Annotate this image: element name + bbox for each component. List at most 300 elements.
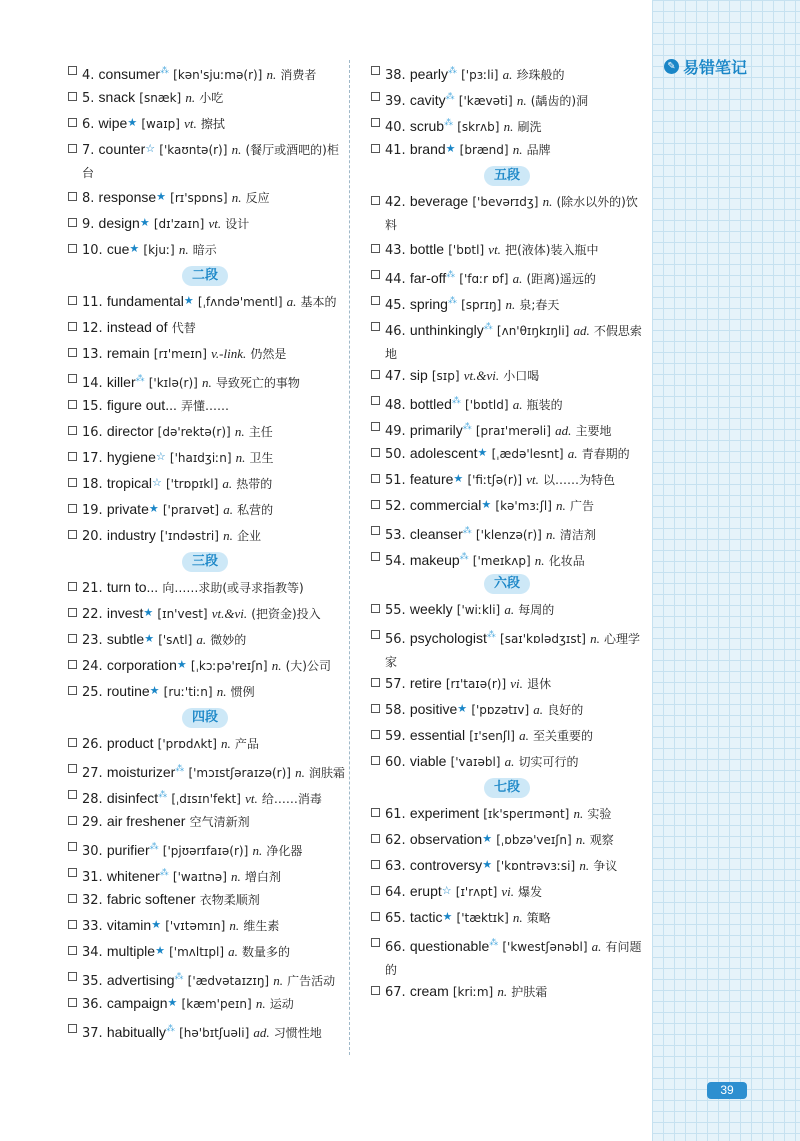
- part-of-speech: a.: [228, 944, 238, 959]
- phonetic: ['bevərɪdʒ]: [472, 195, 539, 209]
- meaning: 给……消毒: [261, 792, 322, 806]
- checkbox[interactable]: [371, 396, 380, 405]
- checkbox[interactable]: [68, 374, 77, 383]
- part-of-speech: vt.&vi.: [463, 368, 500, 383]
- star-icon: ★: [482, 858, 493, 871]
- entry-number: 32.: [82, 893, 103, 908]
- phonetic: [ˌædə'lesnt]: [491, 447, 564, 461]
- phonetic: ['wiːkli]: [456, 603, 501, 617]
- checkbox[interactable]: [68, 686, 77, 695]
- checkbox[interactable]: [68, 426, 77, 435]
- entry-number: 5.: [82, 91, 95, 106]
- entry-number: 55.: [385, 603, 406, 618]
- phonetic: ['ædvətaɪzɪŋ]: [187, 974, 270, 988]
- frequency-mark-icon: ⁂: [462, 422, 472, 432]
- meaning: 有问题的: [385, 940, 642, 977]
- vocab-entry: [371, 980, 643, 1006]
- star-icon: ★: [143, 606, 154, 619]
- phonetic: ['haɪdʒiːn]: [169, 451, 232, 465]
- checkbox[interactable]: [371, 448, 380, 457]
- section-header: [371, 572, 643, 598]
- entry-word: industry: [106, 527, 156, 543]
- entry-word: commercial: [409, 497, 482, 513]
- entry-number: 47.: [385, 369, 406, 384]
- vocab-entry: [68, 914, 342, 940]
- vocab-entry: [68, 112, 342, 138]
- checkbox[interactable]: [371, 986, 380, 995]
- meaning: 卫生: [249, 451, 274, 465]
- column-divider: [349, 60, 350, 1055]
- entry-word: director: [106, 423, 154, 439]
- vocab-entry: [68, 758, 345, 784]
- checkbox[interactable]: [68, 92, 77, 101]
- vocab-entry: [371, 416, 643, 442]
- part-of-speech: n.: [229, 918, 240, 933]
- phonetic: ['fiːtʃə(r)]: [467, 473, 523, 487]
- phonetic: [rɪ'spɒns]: [170, 191, 228, 205]
- entry-number: 65.: [385, 911, 406, 926]
- meaning: 企业: [236, 529, 261, 543]
- vocab-entry: [371, 854, 643, 880]
- checkbox[interactable]: [68, 998, 77, 1007]
- checkbox[interactable]: [68, 894, 77, 903]
- vocab-entry: [371, 802, 643, 828]
- meaning: 把(液体)装入瓶中: [505, 243, 599, 257]
- checkbox[interactable]: [371, 118, 380, 127]
- phonetic: [saɪ'kɒlədʒɪst]: [500, 632, 586, 646]
- phonetic: ['bɒtl]: [448, 243, 485, 257]
- frequency-mark-icon: ⁂: [160, 66, 170, 76]
- entry-number: 24.: [82, 659, 103, 674]
- part-of-speech: n.: [266, 67, 277, 82]
- phonetic: [ˌdɪsɪn'fekt]: [171, 792, 241, 806]
- vocab-entry: [68, 138, 342, 186]
- checkbox[interactable]: [371, 66, 380, 75]
- frequency-mark-icon: ⁂: [446, 270, 456, 280]
- part-of-speech: n.: [221, 736, 231, 751]
- frequency-mark-icon: ⁂: [175, 764, 185, 774]
- vocab-column-left: [68, 60, 345, 1044]
- checkbox[interactable]: [371, 860, 380, 869]
- entry-number: 45.: [385, 298, 406, 313]
- checkbox[interactable]: [371, 886, 380, 895]
- vocab-column-right: [371, 60, 643, 1006]
- meaning: 泉;春天: [519, 298, 560, 312]
- checkbox[interactable]: [68, 244, 77, 253]
- entry-number: 63.: [385, 859, 406, 874]
- meaning: (距离)遥远的: [526, 272, 596, 286]
- phonetic: [rɪ'meɪn]: [153, 347, 207, 361]
- star-icon: ☆: [151, 476, 162, 489]
- star-icon: ★: [453, 472, 464, 485]
- star-icon: ★: [129, 242, 140, 255]
- frequency-mark-icon: ⁂: [135, 374, 145, 384]
- entry-word: erupt: [409, 883, 442, 899]
- entry-number: 8.: [82, 191, 95, 206]
- vocab-entry: [371, 906, 643, 932]
- checkbox[interactable]: [371, 938, 380, 947]
- entry-number: 61.: [385, 807, 406, 822]
- phonetic: ['vaɪəbl]: [450, 755, 501, 769]
- meaning: 小吃: [199, 91, 224, 105]
- checkbox[interactable]: [371, 500, 380, 509]
- entry-word: spring: [409, 296, 448, 312]
- checkbox[interactable]: [68, 192, 77, 201]
- part-of-speech: a.: [286, 294, 297, 309]
- part-of-speech: a.: [512, 397, 523, 412]
- frequency-mark-icon: ⁂: [174, 972, 184, 982]
- entry-word: controversy: [409, 857, 483, 873]
- section-label: 三段: [182, 552, 228, 572]
- entry-word: weekly: [409, 601, 453, 617]
- star-icon: ☆: [441, 884, 452, 897]
- meaning: 暗示: [192, 243, 217, 257]
- checkbox[interactable]: [371, 370, 380, 379]
- vocab-entry: [68, 1018, 342, 1044]
- vocab-entry: [371, 520, 643, 546]
- part-of-speech: v.-link.: [211, 346, 247, 361]
- meaning: 主任: [248, 425, 273, 439]
- entry-word: feature: [409, 471, 454, 487]
- entry-word: observation: [409, 831, 483, 847]
- part-of-speech: n.: [534, 553, 545, 568]
- star-icon: ★: [156, 190, 167, 203]
- grid-sidebar: [652, 0, 800, 1141]
- vocab-entry: [68, 732, 342, 758]
- vocab-entry: [371, 60, 643, 86]
- entry-word: whitener: [106, 868, 160, 884]
- entry-number: 43.: [385, 243, 406, 258]
- phonetic: ['pɒzətɪv]: [471, 703, 530, 717]
- checkbox[interactable]: [68, 322, 77, 331]
- checkbox[interactable]: [371, 704, 380, 713]
- phonetic: [ɪ'senʃl]: [469, 729, 515, 743]
- vocab-entry: [371, 264, 643, 290]
- vocab-entry: [371, 390, 643, 416]
- entry-number: 46.: [385, 324, 406, 339]
- star-icon: ☆: [155, 450, 166, 463]
- meaning: 小口喝: [503, 369, 540, 383]
- phonetic: ['klenzə(r)]: [475, 528, 542, 542]
- checkbox[interactable]: [371, 808, 380, 817]
- vocab-entry: [371, 698, 643, 724]
- entry-word: moisturizer: [106, 764, 176, 780]
- checkbox[interactable]: [68, 66, 77, 75]
- checkbox[interactable]: [68, 348, 77, 357]
- checkbox[interactable]: [68, 764, 77, 773]
- checkbox[interactable]: [371, 144, 380, 153]
- meaning: 维生素: [243, 919, 280, 933]
- meaning: 实验: [587, 807, 612, 821]
- entry-number: 57.: [385, 677, 406, 692]
- part-of-speech: n.: [503, 119, 514, 134]
- entry-word: turn to...: [106, 579, 159, 595]
- entry-number: 17.: [82, 451, 103, 466]
- star-icon: ★: [148, 502, 159, 515]
- section-header: [68, 550, 342, 576]
- entry-word: killer: [106, 374, 136, 390]
- entry-number: 11.: [82, 295, 103, 310]
- entry-word: campaign: [106, 995, 168, 1011]
- phonetic: [kriːm]: [452, 985, 494, 999]
- meaning: 惯例: [230, 685, 255, 699]
- section-label: 五段: [484, 166, 530, 186]
- frequency-mark-icon: ⁂: [158, 790, 168, 800]
- meaning: 清洁剂: [559, 528, 596, 542]
- meaning: 代替: [171, 321, 196, 335]
- checkbox[interactable]: [371, 474, 380, 483]
- part-of-speech: n.: [573, 806, 584, 821]
- entry-word: questionable: [409, 938, 490, 954]
- phonetic: [hə'bɪtʃuəli]: [179, 1026, 250, 1040]
- checkbox[interactable]: [68, 868, 77, 877]
- meaning: 润肤霜: [308, 766, 345, 780]
- star-icon: ★: [127, 116, 138, 129]
- vocab-entry: [371, 750, 643, 776]
- entry-number: 58.: [385, 703, 406, 718]
- checkbox[interactable]: [371, 912, 380, 921]
- entry-word: brand: [409, 141, 446, 157]
- entry-word: fabric softener: [106, 891, 196, 907]
- phonetic: [ʌn'θɪŋkɪŋli]: [496, 324, 570, 338]
- meaning: 良好的: [547, 703, 584, 717]
- meaning: 增白剂: [244, 870, 281, 884]
- checkbox[interactable]: [68, 1024, 77, 1033]
- entry-word: far-off: [409, 270, 447, 286]
- checkbox[interactable]: [68, 118, 77, 127]
- entry-number: 39.: [385, 94, 406, 109]
- part-of-speech: n.: [255, 996, 266, 1011]
- part-of-speech: n.: [505, 297, 516, 312]
- entry-word: habitually: [106, 1024, 166, 1040]
- entry-number: 35.: [82, 974, 103, 989]
- star-icon: ★: [151, 918, 162, 931]
- meaning: (大)公司: [285, 659, 331, 673]
- entry-number: 18.: [82, 477, 103, 492]
- phonetic: [ɪ'rʌpt]: [455, 885, 498, 899]
- entry-number: 34.: [82, 945, 103, 960]
- phonetic: [də'rektə(r)]: [157, 425, 231, 439]
- meaning: 基本的: [300, 295, 337, 309]
- entry-word: unthinkingly: [409, 322, 484, 338]
- part-of-speech: n.: [512, 910, 523, 925]
- meaning: 珍珠般的: [516, 68, 565, 82]
- checkbox[interactable]: [68, 582, 77, 591]
- entry-number: 15.: [82, 399, 103, 414]
- meaning: 运动: [269, 997, 294, 1011]
- checkbox[interactable]: [371, 196, 380, 205]
- vocab-entry: [68, 810, 342, 836]
- entry-word: essential: [409, 727, 466, 743]
- checkbox[interactable]: [68, 608, 77, 617]
- checkbox[interactable]: [371, 244, 380, 253]
- checkbox[interactable]: [68, 660, 77, 669]
- entry-word: makeup: [409, 552, 460, 568]
- vocab-entry: [371, 138, 643, 164]
- vocab-entry: [371, 290, 643, 316]
- entry-word: wipe: [98, 115, 128, 131]
- vocab-entry: [68, 316, 342, 342]
- part-of-speech: n.: [542, 194, 553, 209]
- entry-word: counter: [98, 141, 146, 157]
- frequency-mark-icon: ⁂: [447, 66, 457, 76]
- phonetic: ['prɒdʌkt]: [157, 737, 217, 751]
- meaning: 广告活动: [287, 974, 336, 988]
- checkbox[interactable]: [371, 678, 380, 687]
- checkbox[interactable]: [68, 530, 77, 539]
- entry-word: positive: [409, 701, 458, 717]
- vocab-entry: [371, 880, 643, 906]
- part-of-speech: a.: [567, 446, 578, 461]
- part-of-speech: n.: [516, 93, 527, 108]
- checkbox[interactable]: [68, 400, 77, 409]
- checkbox[interactable]: [68, 946, 77, 955]
- vocab-entry: [371, 468, 643, 494]
- entry-number: 4.: [82, 68, 95, 83]
- section-header: [371, 776, 643, 802]
- vocab-entry: [68, 966, 342, 992]
- vocab-entry: [68, 368, 342, 394]
- entry-number: 9.: [82, 217, 95, 232]
- checkbox[interactable]: [371, 552, 380, 561]
- part-of-speech: a.: [533, 702, 544, 717]
- vocab-entry: [371, 546, 643, 572]
- phonetic: [ˌkɔːpə'reɪʃn]: [190, 659, 268, 673]
- star-icon: ★: [183, 294, 194, 307]
- vocab-entry: [371, 672, 643, 698]
- meaning: 热带的: [236, 477, 273, 491]
- checkbox[interactable]: [68, 738, 77, 747]
- phonetic: [ˌfʌndə'mentl]: [197, 295, 283, 309]
- meaning: 不假思索地: [385, 324, 642, 361]
- part-of-speech: ad.: [555, 423, 572, 438]
- checkbox[interactable]: [68, 296, 77, 305]
- entry-word: design: [98, 215, 140, 231]
- entry-word: air freshener: [106, 813, 186, 829]
- checkbox[interactable]: [371, 270, 380, 279]
- vocab-entry: [68, 60, 342, 86]
- frequency-mark-icon: ⁂: [462, 526, 472, 536]
- star-icon: ★: [155, 944, 165, 957]
- section-label: 六段: [484, 574, 530, 594]
- phonetic: ['meɪkʌp]: [472, 554, 531, 568]
- checkbox[interactable]: [371, 92, 380, 101]
- checkbox[interactable]: [371, 834, 380, 843]
- meaning: 以……为特色: [543, 473, 616, 487]
- checkbox[interactable]: [371, 526, 380, 535]
- phonetic: ['ɪndəstri]: [160, 529, 219, 543]
- checkbox[interactable]: [371, 296, 380, 305]
- phonetic: [kə'mɜːʃl]: [495, 499, 552, 513]
- vocab-entry: [68, 186, 342, 212]
- entry-number: 26.: [82, 737, 103, 752]
- entry-number: 7.: [82, 143, 95, 158]
- phonetic: ['fɑːr ɒf]: [459, 272, 509, 286]
- meaning: (龋齿的)洞: [530, 94, 589, 108]
- vocab-entry: [371, 190, 643, 238]
- checkbox[interactable]: [68, 478, 77, 487]
- phonetic: ['kɒntrəvɜːsi]: [496, 859, 576, 873]
- entry-word: scrub: [409, 118, 445, 134]
- entry-word: figure out...: [106, 397, 177, 413]
- vocab-entry: [68, 628, 342, 654]
- meaning: 消费者: [280, 68, 317, 82]
- checkbox[interactable]: [371, 756, 380, 765]
- frequency-mark-icon: ⁂: [159, 868, 169, 878]
- checkbox[interactable]: [371, 422, 380, 431]
- meaning: 护肤霜: [511, 985, 548, 999]
- meaning: 主要地: [575, 424, 612, 438]
- meaning: 观察: [589, 833, 614, 847]
- entry-word: bottle: [409, 241, 445, 257]
- meaning: 衣物柔顺剂: [199, 893, 260, 907]
- phonetic: [sɪp]: [431, 369, 460, 383]
- meaning: 心理学家: [385, 632, 641, 669]
- frequency-mark-icon: ⁂: [489, 938, 499, 948]
- checkbox[interactable]: [68, 842, 77, 851]
- entry-word: hygiene: [106, 449, 156, 465]
- part-of-speech: n.: [178, 242, 189, 257]
- meaning: (餐厅或酒吧的)柜台: [82, 143, 339, 180]
- meaning: 瓶装的: [526, 398, 563, 412]
- entry-number: 10.: [82, 243, 103, 258]
- part-of-speech: n.: [234, 424, 245, 439]
- section-label: 四段: [182, 708, 228, 728]
- phonetic: ['mɔɪstʃəraɪzə(r)]: [188, 766, 291, 780]
- checkbox[interactable]: [68, 504, 77, 513]
- phonetic: ['kaʊntə(r)]: [159, 143, 228, 157]
- checkbox[interactable]: [371, 730, 380, 739]
- entry-word: adolescent: [409, 445, 478, 461]
- part-of-speech: n.: [579, 858, 590, 873]
- checkbox[interactable]: [68, 816, 77, 825]
- phonetic: [ruː'tiːn]: [163, 685, 213, 699]
- phonetic: [waɪp]: [141, 117, 180, 131]
- frequency-mark-icon: ⁂: [451, 396, 461, 406]
- checkbox[interactable]: [68, 452, 77, 461]
- checkbox[interactable]: [68, 920, 77, 929]
- phonetic: ['trɒpɪkl]: [165, 477, 219, 491]
- vocab-entry: [68, 394, 342, 420]
- vocab-entry: [68, 212, 342, 238]
- phonetic: [kjuː]: [143, 243, 175, 257]
- checkbox[interactable]: [68, 144, 77, 153]
- part-of-speech: ad.: [573, 323, 590, 338]
- entry-word: disinfect: [106, 790, 159, 806]
- checkbox[interactable]: [371, 630, 380, 639]
- entry-word: corporation: [106, 657, 177, 673]
- checkbox[interactable]: [68, 790, 77, 799]
- phonetic: [ɪn'vest]: [157, 607, 208, 621]
- entry-number: 37.: [82, 1026, 103, 1041]
- entry-number: 67.: [385, 985, 406, 1000]
- part-of-speech: ad.: [253, 1025, 270, 1040]
- checkbox[interactable]: [68, 218, 77, 227]
- vocab-entry: [68, 654, 342, 680]
- phonetic: [ɪk'sperɪmənt]: [483, 807, 570, 821]
- checkbox[interactable]: [371, 322, 380, 331]
- checkbox[interactable]: [68, 972, 77, 981]
- checkbox[interactable]: [68, 634, 77, 643]
- phonetic: ['kævəti]: [458, 94, 513, 108]
- part-of-speech: vi.: [510, 676, 523, 691]
- checkbox[interactable]: [371, 604, 380, 613]
- entry-number: 22.: [82, 607, 103, 622]
- part-of-speech: a.: [591, 939, 602, 954]
- entry-number: 21.: [82, 581, 103, 596]
- vocab-entry: [68, 86, 342, 112]
- section-header: [68, 264, 342, 290]
